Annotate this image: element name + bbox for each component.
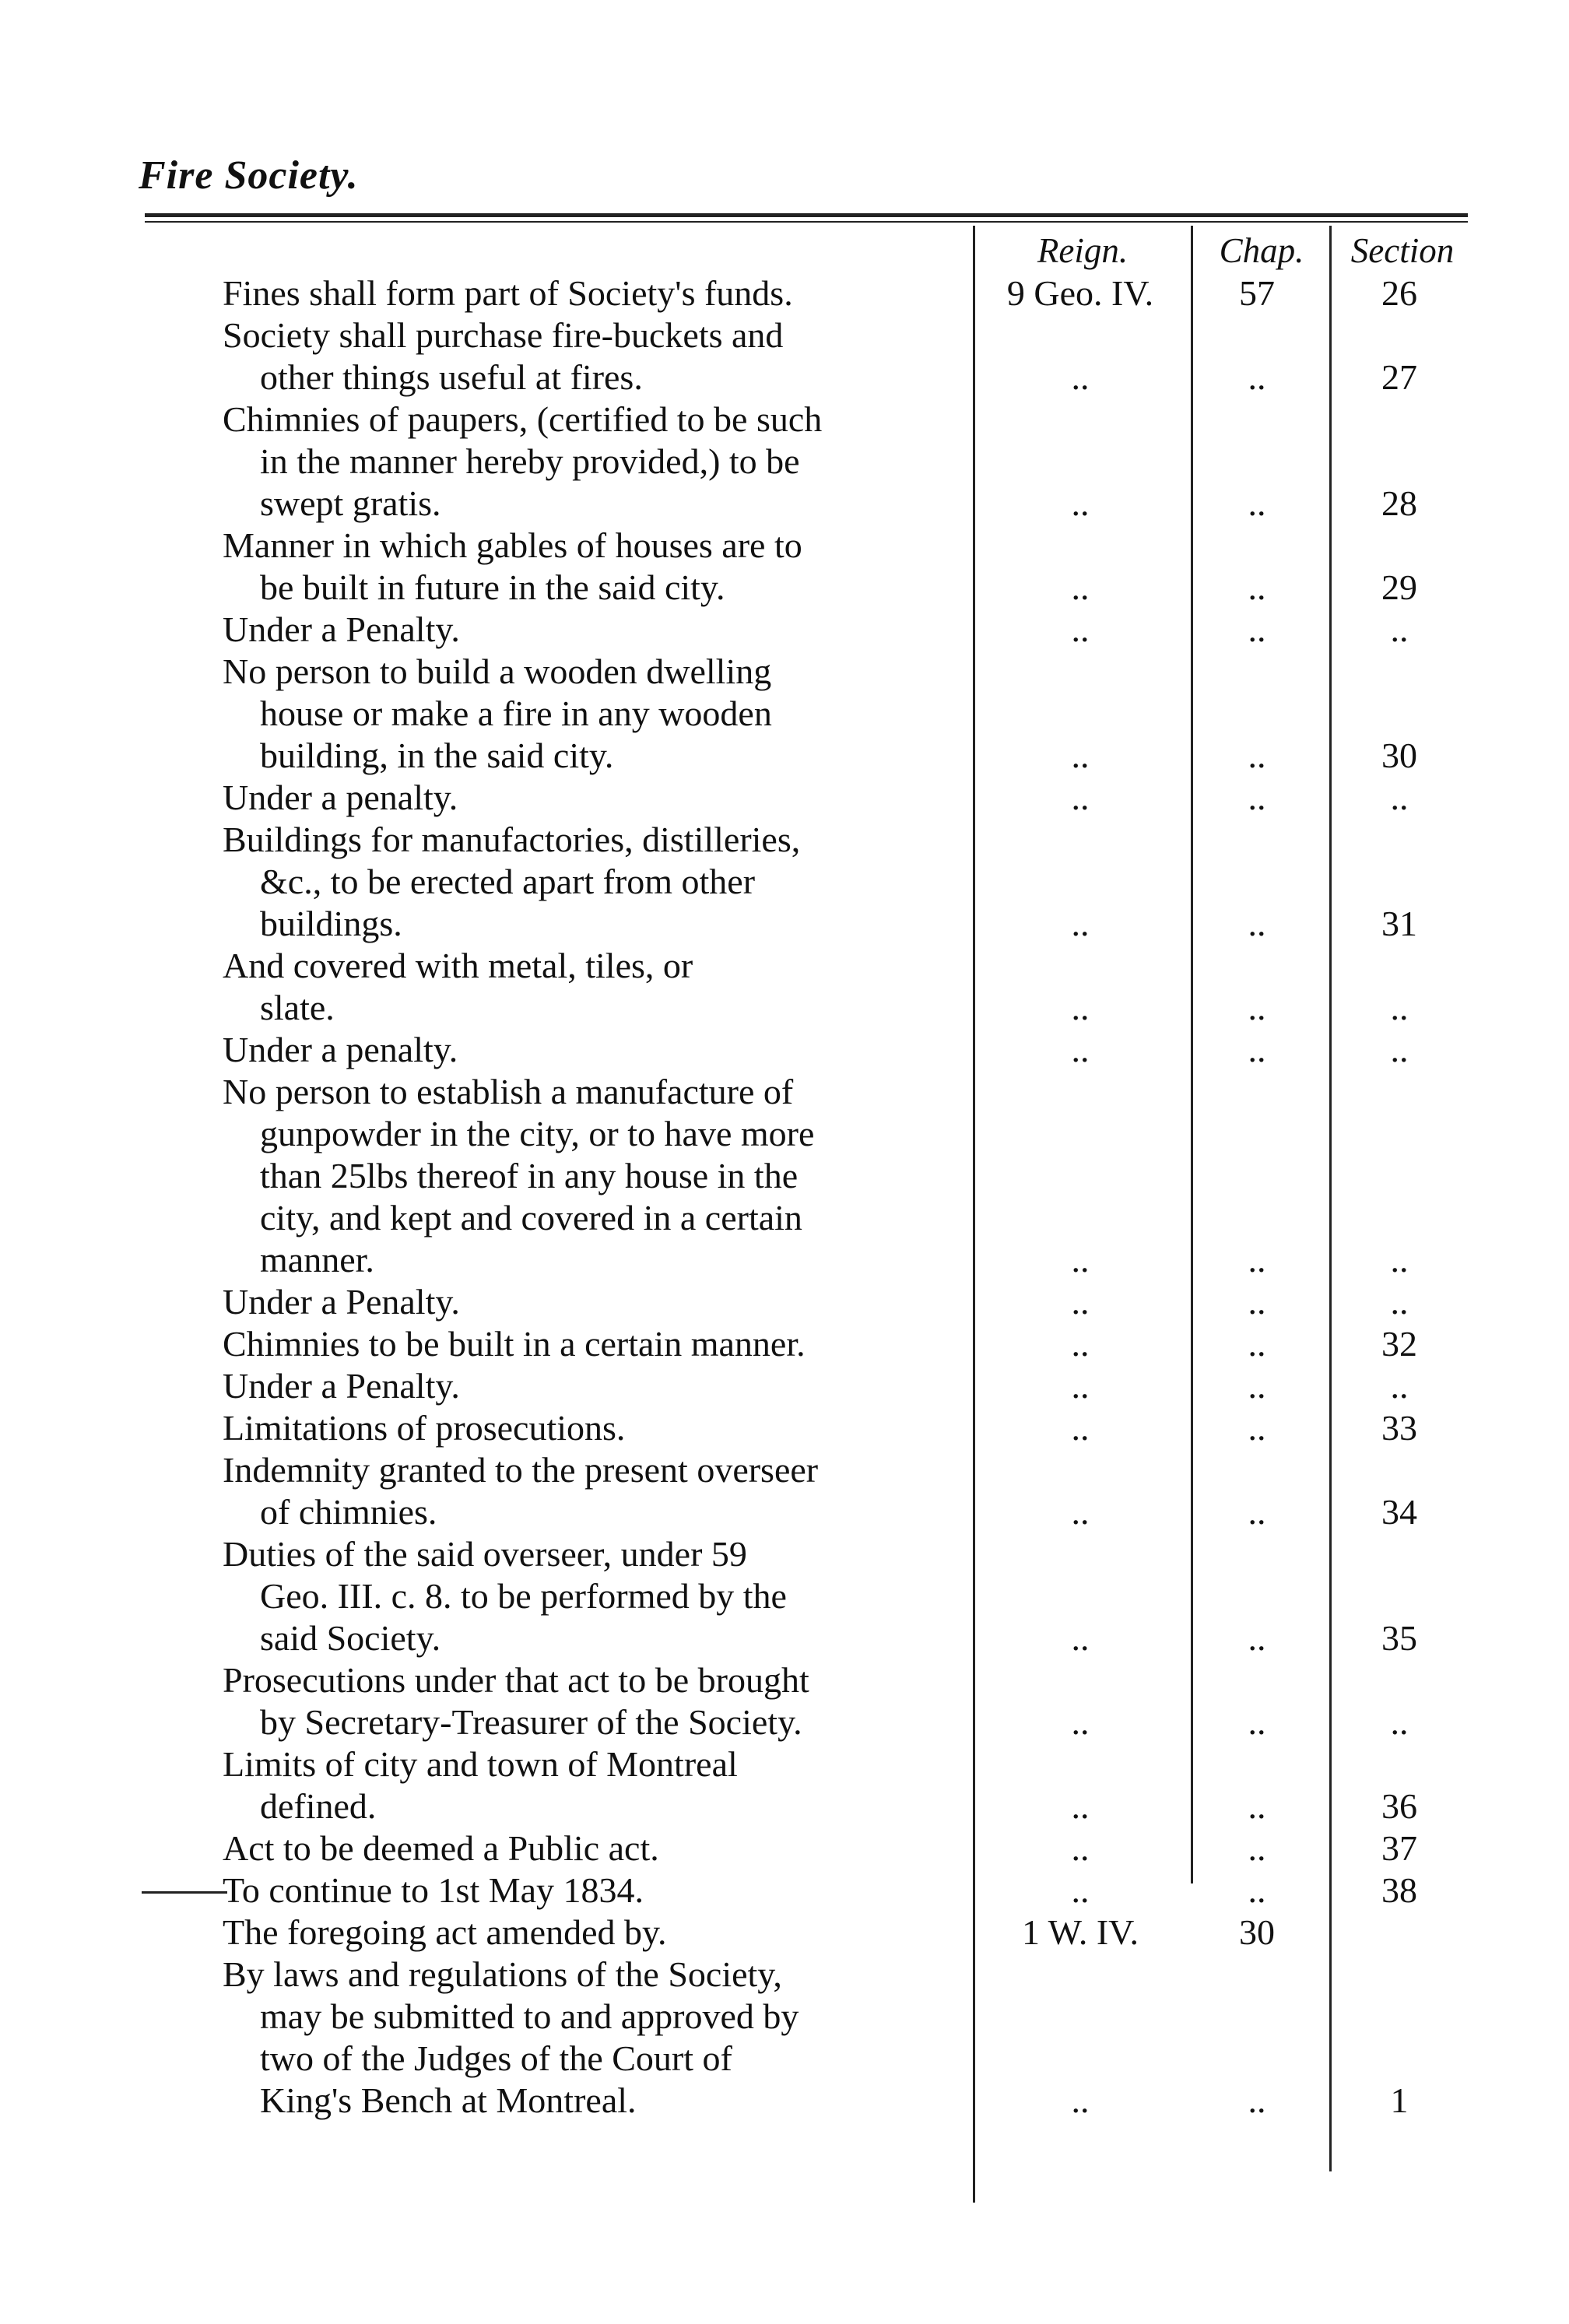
entry-description bbox=[223, 1533, 967, 1659]
entry-line: city, and kept and covered in a certain bbox=[260, 1198, 802, 1237]
section-cell: 33 bbox=[1381, 1408, 1417, 1448]
table-row bbox=[223, 1912, 1472, 1954]
entry-line: Under a Penalty. bbox=[223, 1282, 460, 1322]
chap-cell: .. bbox=[1248, 1030, 1266, 1069]
entry-line: Duties of the said overseer, under 59 bbox=[223, 1534, 747, 1574]
entry-description bbox=[223, 945, 967, 1029]
entry-line: slate. bbox=[260, 988, 335, 1027]
section-cell: .. bbox=[1390, 1282, 1409, 1322]
table-row bbox=[223, 651, 1472, 777]
chap-cell: .. bbox=[1248, 2080, 1266, 2120]
entry-line: by Secretary-Treasurer of the Society. bbox=[260, 1702, 802, 1742]
reign-cell: .. bbox=[1071, 1618, 1090, 1658]
chap-cell: .. bbox=[1248, 988, 1266, 1027]
chap-cell: .. bbox=[1248, 1870, 1266, 1910]
column-header-reign: Reign. bbox=[1037, 231, 1128, 270]
entry-line: Geo. III. c. 8. to be performed by the bbox=[260, 1576, 787, 1616]
reign-cell: .. bbox=[1071, 1282, 1090, 1322]
table-row bbox=[223, 525, 1472, 609]
entry-line: No person to establish a manufacture of bbox=[223, 1072, 794, 1111]
table-row bbox=[223, 314, 1472, 398]
reign-cell: .. bbox=[1071, 988, 1090, 1027]
entry-description bbox=[223, 819, 967, 945]
entry-line: King's Bench at Montreal. bbox=[260, 2080, 637, 2120]
section-cell: .. bbox=[1390, 609, 1409, 649]
table-row bbox=[223, 819, 1472, 945]
reign-cell: .. bbox=[1071, 1870, 1090, 1910]
entry-description bbox=[223, 1659, 967, 1743]
chap-cell: .. bbox=[1248, 1408, 1266, 1448]
table-row bbox=[223, 1029, 1472, 1071]
section-cell: .. bbox=[1390, 778, 1409, 817]
reign-cell: .. bbox=[1071, 357, 1090, 397]
reign-cell: 1 W. IV. bbox=[1022, 1912, 1139, 1952]
entry-line: house or make a fire in any wooden bbox=[260, 693, 772, 733]
section-cell: 34 bbox=[1381, 1492, 1417, 1532]
reign-cell: .. bbox=[1071, 1492, 1090, 1532]
section-cell: .. bbox=[1390, 1366, 1409, 1406]
reign-cell: .. bbox=[1071, 2080, 1090, 2120]
table-row bbox=[223, 272, 1472, 314]
entry-line: Fines shall form part of Society's funds. bbox=[223, 273, 793, 313]
reign-cell: .. bbox=[1071, 483, 1090, 523]
reign-cell: .. bbox=[1071, 1030, 1090, 1069]
table-row bbox=[223, 1827, 1472, 1869]
entry-line: By laws and regulations of the Society, bbox=[223, 1954, 782, 1994]
entry-line: Under a penalty. bbox=[223, 778, 458, 817]
entry-line: Chimnies of paupers, (certified to be such bbox=[223, 399, 823, 439]
table-row bbox=[223, 1071, 1472, 1281]
entry-line: be built in future in the said city. bbox=[260, 567, 725, 607]
entry-line: swept gratis. bbox=[260, 483, 441, 523]
chap-cell: .. bbox=[1248, 1366, 1266, 1406]
reign-cell: .. bbox=[1071, 567, 1090, 607]
reign-cell: 9 Geo. IV. bbox=[1006, 273, 1154, 313]
continuation-dash bbox=[142, 1891, 227, 1894]
entry-line: Indemnity granted to the present overseer bbox=[223, 1450, 819, 1490]
entry-line: building, in the said city. bbox=[260, 735, 614, 775]
reign-cell: .. bbox=[1071, 1702, 1090, 1742]
entry-line: manner. bbox=[260, 1240, 374, 1280]
reign-cell: .. bbox=[1071, 1240, 1090, 1280]
table-row bbox=[223, 1323, 1472, 1365]
entry-description bbox=[223, 609, 967, 651]
chap-cell: .. bbox=[1248, 609, 1266, 649]
section-cell: 30 bbox=[1381, 735, 1417, 775]
section-cell: 35 bbox=[1381, 1618, 1417, 1658]
chap-cell: .. bbox=[1248, 1240, 1266, 1280]
entry-description bbox=[223, 777, 967, 819]
entry-line: may be submitted to and approved by bbox=[260, 1996, 799, 2036]
section-cell: 37 bbox=[1381, 1828, 1417, 1868]
table-row bbox=[223, 609, 1472, 651]
entry-line: Prosecutions under that act to be brought bbox=[223, 1660, 809, 1700]
chap-cell: .. bbox=[1248, 904, 1266, 943]
chap-cell: .. bbox=[1248, 357, 1266, 397]
reign-cell: .. bbox=[1071, 904, 1090, 943]
entry-description bbox=[223, 1407, 967, 1449]
entry-description bbox=[223, 1912, 967, 1954]
entry-line: The foregoing act amended by. bbox=[223, 1912, 667, 1952]
section-cell: 1 bbox=[1390, 2080, 1409, 2120]
reign-cell: .. bbox=[1071, 1828, 1090, 1868]
entry-line: Limits of city and town of Montreal bbox=[223, 1744, 738, 1784]
entry-line: than 25lbs thereof in any house in the bbox=[260, 1156, 799, 1195]
entry-description bbox=[223, 1869, 967, 1912]
statute-index-table bbox=[223, 272, 1472, 2122]
chap-cell: .. bbox=[1248, 1828, 1266, 1868]
section-cell: 36 bbox=[1381, 1786, 1417, 1826]
table-row bbox=[223, 1365, 1472, 1407]
section-cell: 28 bbox=[1381, 483, 1417, 523]
section-cell: 26 bbox=[1381, 273, 1417, 313]
table-row bbox=[223, 1743, 1472, 1827]
entry-description bbox=[223, 1029, 967, 1071]
chap-cell: 30 bbox=[1239, 1912, 1275, 1952]
chap-cell: .. bbox=[1248, 1492, 1266, 1532]
reign-cell: .. bbox=[1071, 778, 1090, 817]
reign-cell: .. bbox=[1071, 735, 1090, 775]
entry-description bbox=[223, 1323, 967, 1365]
section-cell: 32 bbox=[1381, 1324, 1417, 1364]
section-cell: .. bbox=[1390, 988, 1409, 1027]
reign-cell: .. bbox=[1071, 1324, 1090, 1364]
header-rule-thin bbox=[145, 221, 1468, 223]
chap-cell: .. bbox=[1248, 1786, 1266, 1826]
chap-cell: .. bbox=[1248, 1702, 1266, 1742]
entry-line: Under a Penalty. bbox=[223, 1366, 460, 1406]
table-row bbox=[223, 1407, 1472, 1449]
reign-cell: .. bbox=[1071, 1408, 1090, 1448]
section-cell: 27 bbox=[1381, 357, 1417, 397]
entry-line: gunpowder in the city, or to have more bbox=[260, 1114, 815, 1153]
section-cell: 38 bbox=[1381, 1870, 1417, 1910]
entry-line: Act to be deemed a Public act. bbox=[223, 1828, 659, 1868]
chap-cell: .. bbox=[1248, 567, 1266, 607]
table-row bbox=[223, 398, 1472, 525]
entry-line: Under a Penalty. bbox=[223, 609, 460, 649]
entry-description bbox=[223, 1365, 967, 1407]
entry-line: Under a penalty. bbox=[223, 1030, 458, 1069]
entry-line: other things useful at fires. bbox=[260, 357, 643, 397]
table-row bbox=[223, 1449, 1472, 1533]
entry-line: &c., to be erected apart from other bbox=[260, 862, 756, 901]
entry-description bbox=[223, 1954, 967, 2122]
chap-cell: 57 bbox=[1239, 273, 1275, 313]
entry-line: Society shall purchase fire-buckets and bbox=[223, 315, 784, 355]
table-row bbox=[223, 777, 1472, 819]
entry-line: in the manner hereby provided,) to be bbox=[260, 441, 800, 481]
entry-line: of chimnies. bbox=[260, 1492, 437, 1532]
entry-line: To continue to 1st May 1834. bbox=[223, 1870, 644, 1910]
entry-line: And covered with metal, tiles, or bbox=[223, 946, 693, 985]
entry-line: two of the Judges of the Court of bbox=[260, 2038, 732, 2078]
chap-cell: .. bbox=[1248, 483, 1266, 523]
table-row bbox=[223, 1281, 1472, 1323]
chap-cell: .. bbox=[1248, 1282, 1266, 1322]
chap-cell: .. bbox=[1248, 735, 1266, 775]
section-cell: .. bbox=[1390, 1702, 1409, 1742]
table-row bbox=[223, 1869, 1472, 1912]
entry-description bbox=[223, 651, 967, 777]
section-cell: 31 bbox=[1381, 904, 1417, 943]
entry-line: defined. bbox=[260, 1786, 377, 1826]
reign-cell: .. bbox=[1071, 1786, 1090, 1826]
entry-description bbox=[223, 525, 967, 609]
entry-line: Chimnies to be built in a certain manner. bbox=[223, 1324, 806, 1364]
chap-cell: .. bbox=[1248, 778, 1266, 817]
section-cell: .. bbox=[1390, 1030, 1409, 1069]
table-row bbox=[223, 1659, 1472, 1743]
entry-line: No person to build a wooden dwelling bbox=[223, 651, 772, 691]
header-rule-thick bbox=[145, 213, 1468, 217]
entry-description bbox=[223, 1071, 967, 1281]
entry-description bbox=[223, 1449, 967, 1533]
entry-description bbox=[223, 1743, 967, 1827]
chap-cell: .. bbox=[1248, 1324, 1266, 1364]
column-header-section: Section bbox=[1350, 231, 1455, 270]
entry-description bbox=[223, 398, 967, 525]
entry-description bbox=[223, 1281, 967, 1323]
entry-line: Manner in which gables of houses are to bbox=[223, 525, 802, 565]
reign-cell: .. bbox=[1071, 1366, 1090, 1406]
entry-line: buildings. bbox=[260, 904, 402, 943]
table-row bbox=[223, 945, 1472, 1029]
entry-description bbox=[223, 272, 967, 314]
reign-cell: .. bbox=[1071, 609, 1090, 649]
column-header-chap: Chap. bbox=[1219, 231, 1304, 270]
page-title: Fire Society. bbox=[139, 153, 359, 198]
chap-cell: .. bbox=[1248, 1618, 1266, 1658]
table-row bbox=[223, 1533, 1472, 1659]
entry-line: Buildings for manufactories, distilleries, bbox=[223, 820, 801, 859]
section-cell: 29 bbox=[1381, 567, 1417, 607]
entry-line: Limitations of prosecutions. bbox=[223, 1408, 626, 1448]
entry-description bbox=[223, 1827, 967, 1869]
section-cell: .. bbox=[1390, 1240, 1409, 1280]
entry-line: said Society. bbox=[260, 1618, 441, 1658]
entry-description bbox=[223, 314, 967, 398]
table-row bbox=[223, 1954, 1472, 2122]
